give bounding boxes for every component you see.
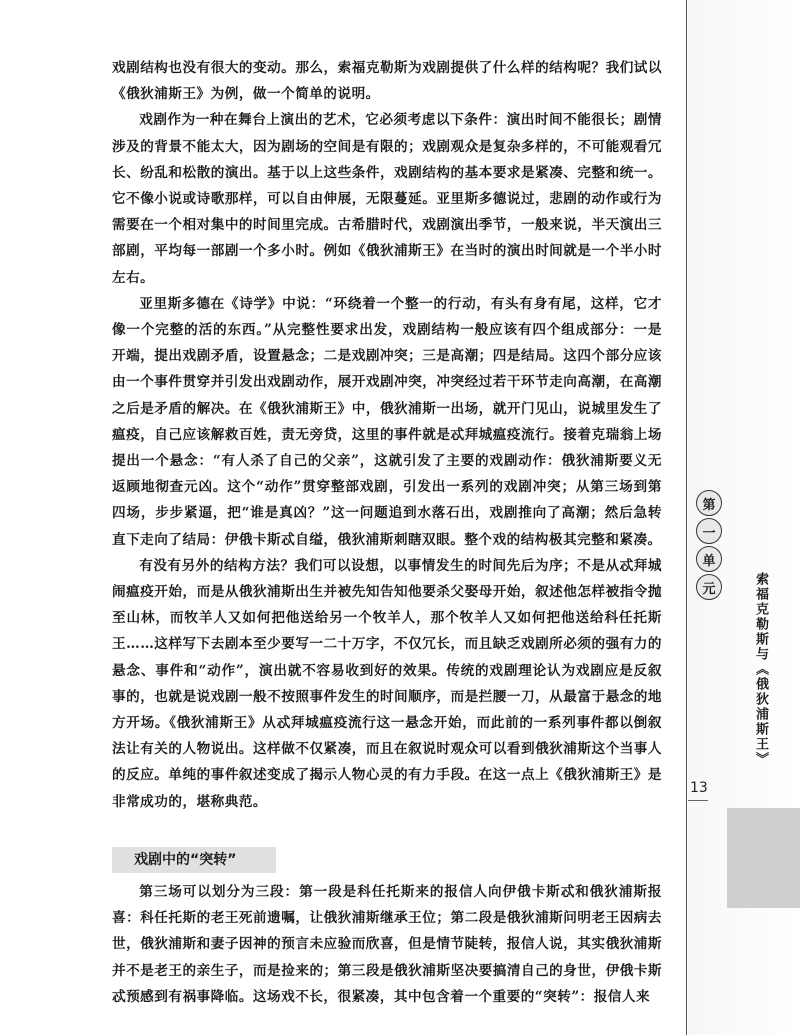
paragraph-2: 戏剧作为一种在舞台上演出的艺术，它必须考虑以下条件：演出时间不能很长；剧情涉及的背景不能太大，因为剧场的空间是有限的；戏剧观众是复杂多样的，不可能观看冗长、纷乱和松散的演出。基于以上这些条件，戏剧结构的基本要求是紧凑、完整和统一。它不像小说或诗歌那样，可以自由伸展，无限蔓延。亚里斯多德说过，悲剧的动作或行为需要在一个相对集中的时间里完成。古希腊时代，戏剧演出季节，一般来说，半天演出三部剧，平均每一部剧一个多小时。例如《俄狄浦斯王》在当时的演出时间就是一个半小时左右。 <box>112 112 662 286</box>
page-number: 13 <box>690 780 708 796</box>
chapter-vertical-title: 索福克勒斯与《俄狄浦斯王》 <box>753 572 768 767</box>
unit-char-2: 一 <box>696 518 722 544</box>
paragraph-1: 戏剧结构也没有很大的变动。那么，索福克勒斯为戏剧提供了什么样的结构呢？我们试以《俄狄浦斯王》为例，做一个简单的说明。 <box>112 60 662 103</box>
paragraph-3: 亚里斯多德在《诗学》中说：“环绕着一个整一的行动，有头有身有尾，这样，它才像一个完整的活的东西。”从完整性要求出发，戏剧结构一般应该有四个组成部分：一是开端，提出戏剧矛盾，设置悬念；二是戏剧冲突；三是高潮；四是结局。这四个部分应该由一个事件贯穿并引发出戏剧动作，展开戏剧冲突，冲突经过若干环节走向高潮，在高潮之后是矛盾的解决。在《俄狄浦斯王》中，俄狄浦斯一出场，就开门见山，说城里发生了瘟疫，自己应该解救百姓，责无旁贷，这里的事件就是忒拜城瘟疫流行。接着克瑞翁上场提出一个悬念：“有人杀了自己的父亲”，这就引发了主要的戏剧动作：俄狄浦斯要义无返顾地彻查元凶。这个“动作”贯穿整部戏剧，引发出一系列的戏剧冲突；从第三场到第四场，步步紧逼，把“谁是真凶？”这一问题追到水落石出，戏剧推向了高潮；然后急转直下走向了结局：伊俄卡斯忒自缢，俄狄浦斯刺瞎双眼。整个戏的结构极其完整和紧凑。 <box>112 295 662 548</box>
paragraph-4: 有没有另外的结构方法？我们可以设想，以事情发生的时间先后为序；不是从忒拜城闹瘟疫开始，而是从俄狄浦斯出生并被先知告知他要杀父娶母开始，叙述他怎样被指令抛至山林，而牧羊人又如何把他送给另一个牧羊人，那个牧羊人又如何把他送给科任托斯王……这样写下去剧本至少要写一二十万字，不仅冗长，而且缺乏戏剧所必须的强有力的悬念、事件和“动作”，演出就不容易收到好的效果。传统的戏剧理论认为戏剧应是反叙事的，也就是说戏剧一般不按照事件发生的时间顺序，而是拦腰一刀，从最富于悬念的地方开场。《俄狄浦斯王》从忒拜城瘟疫流行这一悬念开始，而此前的一系列事件都以倒叙法让有关的人物说出。这样做不仅紧凑，而且在叙说时观众可以看到俄狄浦斯这个当事人的反应。单纯的事件叙述变成了揭示人物心灵的有力手段。在这一点上《俄狄浦斯王》是非常成功的，堪称典范。 <box>112 557 662 810</box>
text-column <box>112 55 662 1010</box>
page-number-rule <box>688 800 708 801</box>
section-title: 戏剧中的“突转” <box>112 847 276 873</box>
thumb-tab <box>727 808 800 908</box>
section-paragraph: 第三场可以划分为三段：第一段是科任托斯来的报信人向伊俄卡斯忒和俄狄浦斯报喜：科任托斯的老王死前遗嘱，让俄狄浦斯继承王位；第二段是俄狄浦斯问明老王因病去世，俄狄浦斯和妻子因神的预言未应验而欣喜，但是情节陡转，报信人说，其实俄狄浦斯并不是老王的亲生子，而是捡来的；第三段是俄狄浦斯坚决要搞清自己的身世，伊俄卡斯忒预感到有祸事降临。这场戏不长，很紧凑，其中包含着一个重要的“突转”：报信人来 <box>112 883 662 1005</box>
unit-label <box>696 490 722 602</box>
section-header <box>112 847 662 873</box>
margin-divider <box>686 0 687 1035</box>
unit-char-3: 单 <box>696 546 722 572</box>
unit-char-1: 第 <box>696 490 722 516</box>
unit-char-4: 元 <box>696 574 722 600</box>
